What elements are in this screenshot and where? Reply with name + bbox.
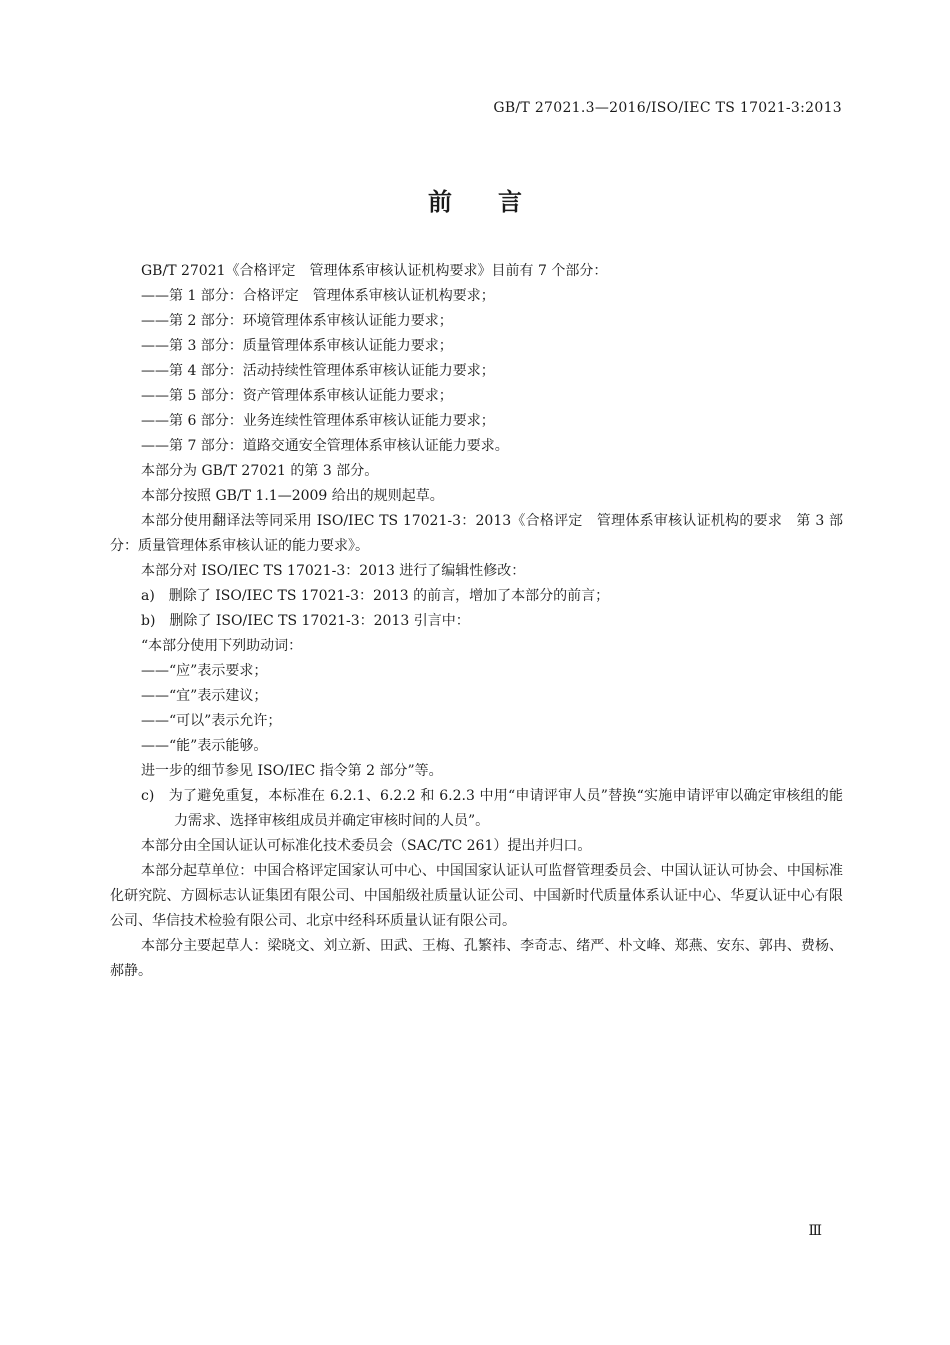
paragraph: 本部分起草单位：中国合格评定国家认可中心、中国国家认证认可监督管理委员会、中国认证认可协会、中国标准化研究院、方圆标志认证集团有限公司、中国船级社质量认证公司、中国新时代质量体系认证中心、华夏认证中心有限公司、华信技术检验有限公司、北京中经科环质量认证有限公司。 (110, 863, 843, 929)
paragraph: 本部分按照 GB/T 1.1—2009 给出的规则起草。 (141, 488, 444, 504)
list-item: ——第 6 部分：业务连续性管理体系审核认证能力要求； (141, 413, 495, 429)
list-item: ——第 7 部分：道路交通安全管理体系审核认证能力要求。 (141, 438, 509, 454)
quote-line: “本部分使用下列助动词： (141, 638, 303, 654)
list-item: ——第 4 部分：活动持续性管理体系审核认证能力要求； (141, 363, 495, 379)
quote-line: ——“能”表示能够。 (141, 738, 268, 754)
paragraph: 本部分由全国认证认可标准化技术委员会（SAC/TC 261）提出并归口。 (141, 838, 592, 854)
list-item: c) 为了避免重复，本标准在 6.2.1、6.2.2 和 6.2.3 中用“申请评审人员”替换“实施申请评审以确定审核组的能力需求、选择审核组成员并确定审核时间的人员”。 (141, 788, 843, 829)
quote-line: 进一步的细节参见 ISO/IEC 指令第 2 部分”等。 (141, 763, 443, 779)
list-item: a) 删除了 ISO/IEC TS 17021-3：2013 的前言，增加了本部分的前言； (141, 588, 610, 604)
paragraph: 本部分对 ISO/IEC TS 17021-3：2013 进行了编辑性修改： (141, 563, 526, 579)
page-title: 前言 (428, 188, 568, 216)
list-item: ——第 3 部分：质量管理体系审核认证能力要求； (141, 338, 453, 354)
paragraph: 本部分为 GB/T 27021 的第 3 部分。 (141, 463, 379, 479)
page-number: Ⅲ (808, 1223, 822, 1239)
list-item: ——第 2 部分：环境管理体系审核认证能力要求； (141, 313, 453, 329)
paragraph: 本部分主要起草人：梁晓文、刘立新、田武、王梅、孔繁祎、李奇志、绪严、朴文峰、郑燕、安东、郭冉、费杨、郝静。 (110, 938, 843, 979)
paragraph: GB/T 27021《合格评定 管理体系审核认证机构要求》目前有 7 个部分： (141, 263, 608, 279)
quote-line: ——“宜”表示建议； (141, 688, 268, 704)
list-item: ——第 1 部分：合格评定 管理体系审核认证机构要求； (141, 288, 495, 304)
paragraph: 本部分使用翻译法等同采用 ISO/IEC TS 17021-3：2013《合格评定 管理体系审核认证机构的要求 第 3 部分：质量管理体系审核认证的能力要求》。 (110, 513, 843, 554)
document-body (110, 259, 843, 984)
quote-line: ——“应”表示要求； (141, 663, 268, 679)
list-item: b) 删除了 ISO/IEC TS 17021-3：2013 引言中： (141, 613, 470, 629)
list-item: ——第 5 部分：资产管理体系审核认证能力要求； (141, 388, 453, 404)
standard-number-header: GB/T 27021.3—2016/ISO/IEC TS 17021-3:2013 (493, 100, 842, 116)
quote-line: ——“可以”表示允许； (141, 713, 282, 729)
